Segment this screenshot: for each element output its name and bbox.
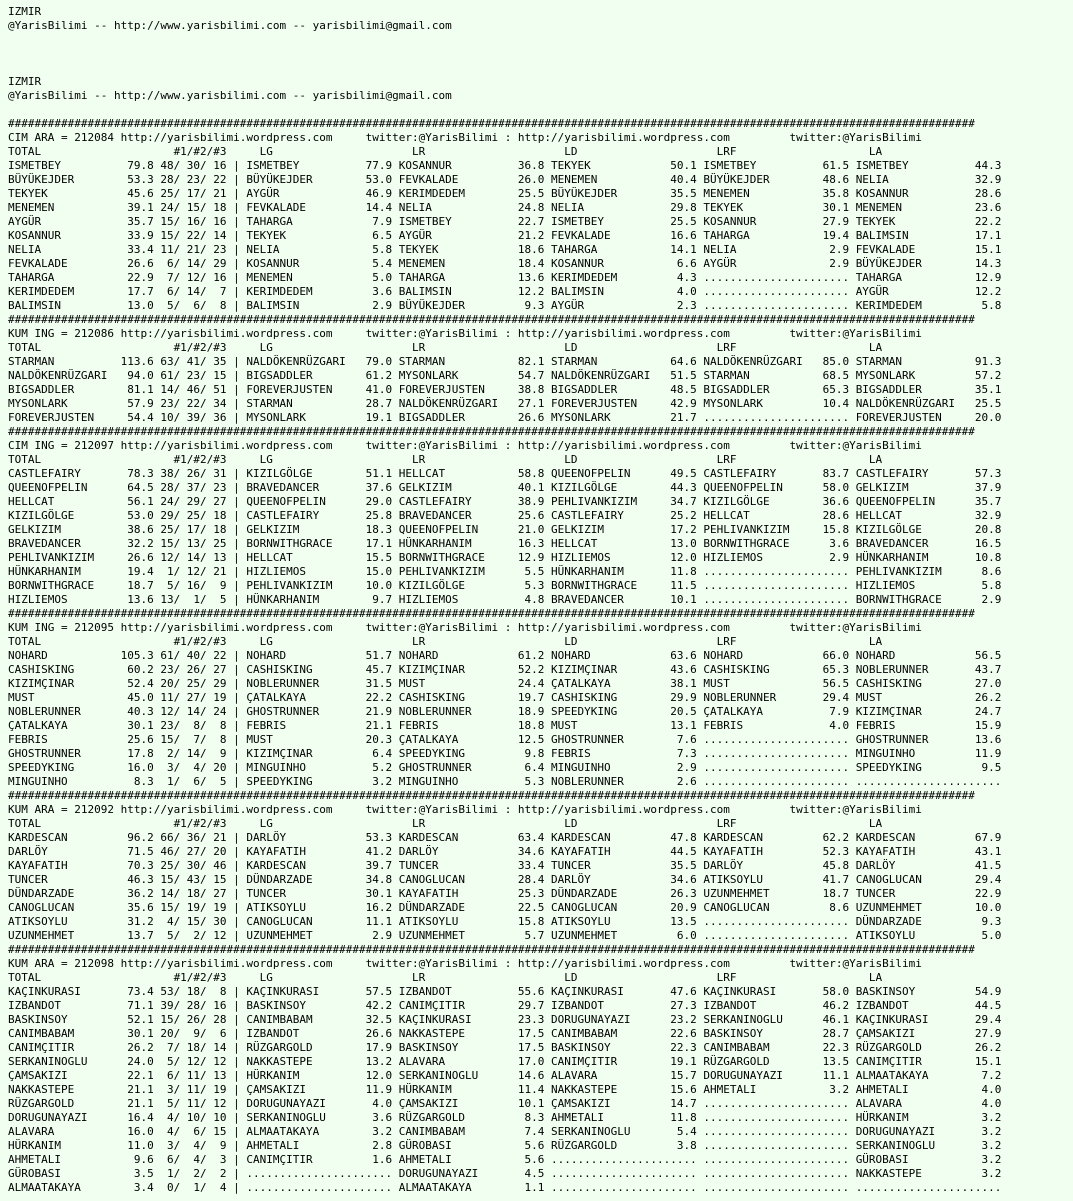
race-row: STARMAN 113.6 63/ 41/ 35 | NALDÖKENRÜZGARI 79.0 STARMAN 82.1 STARMAN 64.6 NALDÖKENRÜZGARI 85.0 STARMAN 91.3 — [8, 355, 1002, 368]
spacer — [8, 33, 1065, 75]
race-title-line-5: KUM ARA = 212092 http://yarisbilimi.wordpress.com twitter:@YarisBilimi : http://yarisbilimi.wordpress.com twitter:@YarisBilimi — [8, 803, 922, 816]
race-row: BIGSADDLER 81.1 14/ 46/ 51 | FOREVERJUSTEN 41.0 FOREVERJUSTEN 38.8 BIGSADDLER 48.5 BIGSADDLER 65.3 BIGSADDLER 35.1 — [8, 383, 1002, 396]
column-header-line: TOTAL #1/#2/#3 LG LR LD LRF LA — [8, 635, 883, 648]
race-title-line-6: KUM ARA = 212098 http://yarisbilimi.wordpress.com twitter:@YarisBilimi : http://yarisbilimi.wordpress.com twitter:@YarisBilimi — [8, 957, 922, 970]
column-header-line: TOTAL #1/#2/#3 LG LR LD LRF LA — [8, 145, 883, 158]
race-title-line-2: KUM ING = 212086 http://yarisbilimi.wordpress.com twitter:@YarisBilimi : http://yarisbilimi.wordpress.com twitter:@YarisBilimi — [8, 327, 922, 340]
race-title-line-1: CIM ARA = 212084 http://yarisbilimi.wordpress.com twitter:@YarisBilimi : http://yarisbilimi.wordpress.com twitter:@YarisBilimi — [8, 131, 922, 144]
race-row: BÜYÜKEJDER 53.3 28/ 23/ 22 | BÜYÜKEJDER 53.0 FEVKALADE 26.0 MENEMEN 40.4 BÜYÜKEJDER 48.6 NELIA 32.9 — [8, 173, 1002, 186]
column-header-line: TOTAL #1/#2/#3 LG LR LD LRF LA — [8, 817, 883, 830]
blank-line — [8, 103, 1065, 117]
race-row: KARDESCAN 96.2 66/ 36/ 21 | DARLÖY 53.3 KARDESCAN 63.4 KARDESCAN 47.8 KARDESCAN 62.2 KARDESCAN 67.9 — [8, 831, 1002, 844]
city-title: IZMIR — [8, 5, 42, 18]
race-row: HÜNKARHANIM 19.4 1/ 12/ 21 | HIZLIEMOS 15.0 PEHLIVANKIZIM 5.5 HÜNKARHANIM 11.8 ...................... PEHLIVANKIZIM 8.6 — [8, 565, 1002, 578]
header-block-2 — [8, 75, 1065, 103]
race-row: BASKINSOY 52.1 15/ 26/ 28 | CANIMBABAM 32.5 KAÇINKURASI 23.3 DORUGUNAYAZI 23.2 SERKANINOGLU 46.1 KAÇINKURASI 29.4 — [8, 1013, 1002, 1026]
race-row: IZBANDOT 71.1 39/ 28/ 16 | BASKINSOY 42.2 CANIMÇITIR 29.7 IZBANDOT 27.3 IZBANDOT 46.2 IZBANDOT 44.5 — [8, 999, 1002, 1012]
race-row: SERKANINOGLU 24.0 5/ 12/ 12 | NAKKASTEPE 13.2 ALAVARA 17.0 CANIMÇITIR 19.1 RÜZGARGOLD 13.5 CANIMÇITIR 15.1 — [8, 1055, 1002, 1068]
race-row: KAYAFATIH 70.3 25/ 30/ 46 | KARDESCAN 39.7 TUNCER 33.4 TUNCER 35.5 DARLÖY 45.8 DARLÖY 41.5 — [8, 859, 1002, 872]
race-row: HELLCAT 56.1 24/ 29/ 27 | QUEENOFPELIN 29.0 CASTLEFAIRY 38.9 PEHLIVANKIZIM 34.7 KIZILGÖLGE 36.6 QUEENOFPELIN 35.7 — [8, 495, 1002, 508]
race-row: MYSONLARK 57.9 23/ 22/ 34 | STARMAN 28.7 NALDÖKENRÜZGARI 27.1 FOREVERJUSTEN 42.9 MYSONLARK 10.4 NALDÖKENRÜZGARI 25.5 — [8, 397, 1002, 410]
race-row: NELIA 33.4 11/ 21/ 23 | NELIA 5.8 TEKYEK 18.6 TAHARGA 14.1 NELIA 2.9 FEVKALADE 15.1 — [8, 243, 1002, 256]
contact-line: @YarisBilimi -- http://www.yarisbilimi.com -- yarisbilimi@gmail.com — [8, 19, 452, 32]
race-row: FEVKALADE 26.6 6/ 14/ 29 | KOSANNUR 5.4 MENEMEN 18.4 KOSANNUR 6.6 AYGÜR 2.9 BÜYÜKEJDER 14.3 — [8, 257, 1002, 270]
race-row: FEBRIS 25.6 15/ 7/ 8 | MUST 20.3 ÇATALKAYA 12.5 GHOSTRUNNER 7.6 ...................... GHOSTRUNNER 13.6 — [8, 733, 1002, 746]
race-row: AHMETALI 9.6 6/ 4/ 3 | CANIMÇITIR 1.6 AHMETALI 5.6 ...................... ...................... GÜROBASI 3.2 — [8, 1153, 1002, 1166]
contact-line-repeat: @YarisBilimi -- http://www.yarisbilimi.com -- yarisbilimi@gmail.com — [8, 89, 452, 102]
race-row: MUST 45.0 11/ 27/ 19 | ÇATALKAYA 22.2 CASHISKING 19.7 CASHISKING 29.9 NOBLERUNNER 29.4 MUST 26.2 — [8, 691, 1002, 704]
race-row: ATIKSOYLU 31.2 4/ 15/ 30 | CANOGLUCAN 11.1 ATIKSOYLU 15.8 ATIKSOYLU 13.5 ...................... DÜNDARZADE 9.3 — [8, 915, 1002, 928]
race-row: MINGUINHO 8.3 1/ 6/ 5 | SPEEDYKING 3.2 MINGUINHO 5.3 NOBLERUNNER 2.6 ...................... ...................... — [8, 775, 1002, 788]
column-header-line: TOTAL #1/#2/#3 LG LR LD LRF LA — [8, 453, 883, 466]
race-row: QUEENOFPELIN 64.5 28/ 37/ 23 | BRAVEDANCER 37.6 GELKIZIM 40.1 KIZILGÖLGE 44.3 QUEENOFPELIN 58.0 GELKIZIM 37.9 — [8, 481, 1002, 494]
race-row: KIZILGÖLGE 53.0 29/ 25/ 18 | CASTLEFAIRY 25.8 BRAVEDANCER 25.6 CASTLEFAIRY 25.2 HELLCAT 28.6 HELLCAT 32.9 — [8, 509, 1002, 522]
race-row: CANIMÇITIR 26.2 7/ 18/ 14 | RÜZGARGOLD 17.9 BASKINSOY 17.5 BASKINSOY 22.3 CANIMBABAM 22.3 RÜZGARGOLD 26.2 — [8, 1041, 1002, 1054]
race-row: GHOSTRUNNER 17.8 2/ 14/ 9 | KIZIMÇINAR 6.4 SPEEDYKING 9.8 FEBRIS 7.3 ...................... MINGUINHO 11.9 — [8, 747, 1002, 760]
race-row: ÇAMSAKIZI 22.1 6/ 11/ 13 | HÜRKANIM 12.0 SERKANINOGLU 14.6 ALAVARA 15.7 DORUGUNAYAZI 11.1 ALMAATAKAYA 7.2 — [8, 1069, 1002, 1082]
race-row: BALIMSIN 13.0 5/ 6/ 8 | BALIMSIN 2.9 BÜYÜKEJDER 9.3 AYGÜR 2.3 ...................... KERIMDEDEM 5.8 — [8, 299, 1002, 312]
race-row: PEHLIVANKIZIM 26.6 12/ 14/ 13 | HELLCAT 15.5 BORNWITHGRACE 12.9 HIZLIEMOS 12.0 HIZLIEMOS 2.9 HÜNKARHANIM 10.8 — [8, 551, 1002, 564]
race-row: DÜNDARZADE 36.2 14/ 18/ 27 | TUNCER 30.1 KAYAFATIH 25.3 DÜNDARZADE 26.3 UZUNMEHMET 18.7 TUNCER 22.9 — [8, 887, 1002, 900]
race-row: SPEEDYKING 16.0 3/ 4/ 20 | MINGUINHO 5.2 GHOSTRUNNER 6.4 MINGUINHO 2.9 ...................... SPEEDYKING 9.5 — [8, 761, 1002, 774]
city-title-repeat: IZMIR — [8, 75, 42, 88]
race-row: AYGÜR 35.7 15/ 16/ 16 | TAHARGA 7.9 ISMETBEY 22.7 ISMETBEY 25.5 KOSANNUR 27.9 TEKYEK 22.2 — [8, 215, 1002, 228]
separator-line: ################################################################################################################################################## — [8, 313, 975, 326]
race-row: HIZLIEMOS 13.6 13/ 1/ 5 | HÜNKARHANIM 9.7 HIZLIEMOS 4.8 BRAVEDANCER 10.1 ...................... BORNWITHGRACE 2.9 — [8, 593, 1002, 606]
race-row: ALAVARA 16.0 4/ 6/ 15 | ALMAATAKAYA 3.2 CANIMBABAM 7.4 SERKANINOGLU 5.4 ...................... DORUGUNAYAZI 3.2 — [8, 1125, 1002, 1138]
race-row: NAKKASTEPE 21.1 3/ 11/ 19 | ÇAMSAKIZI 11.9 HÜRKANIM 11.4 NAKKASTEPE 15.6 AHMETALI 3.2 AHMETALI 4.0 — [8, 1083, 1002, 1096]
race-title-line-3: CIM ING = 212097 http://yarisbilimi.wordpress.com twitter:@YarisBilimi : http://yarisbilimi.wordpress.com twitter:@YarisBilimi — [8, 439, 922, 452]
race-row: BRAVEDANCER 32.2 15/ 13/ 25 | BORNWITHGRACE 17.1 HÜNKARHANIM 16.3 HELLCAT 13.0 BORNWITHGRACE 3.6 BRAVEDANCER 16.5 — [8, 537, 1002, 550]
race-row: KOSANNUR 33.9 15/ 22/ 14 | TEKYEK 6.5 AYGÜR 21.2 FEVKALADE 16.6 TAHARGA 19.4 BALIMSIN 17.1 — [8, 229, 1002, 242]
header-block-1 — [8, 5, 1065, 33]
race-row: TAHARGA 22.9 7/ 12/ 16 | MENEMEN 5.0 TAHARGA 13.6 KERIMDEDEM 4.3 ...................... TAHARGA 12.9 — [8, 271, 1002, 284]
race-row: ALMAATAKAYA 3.4 0/ 1/ 4 | ...................... ALMAATAKAYA 1.1 ...................... ...................... ...................... — [8, 1181, 1002, 1194]
race-row: NOBLERUNNER 40.3 12/ 14/ 24 | GHOSTRUNNER 21.9 NOBLERUNNER 18.9 SPEEDYKING 20.5 ÇATALKAYA 7.9 KIZIMÇINAR 24.7 — [8, 705, 1002, 718]
race-row: UZUNMEHMET 13.7 5/ 2/ 12 | UZUNMEHMET 2.9 UZUNMEHMET 5.7 UZUNMEHMET 6.0 ...................... ATIKSOYLU 5.0 — [8, 929, 1002, 942]
race-row: RÜZGARGOLD 21.1 5/ 11/ 12 | DORUGUNAYAZI 4.0 ÇAMSAKIZI 10.1 ÇAMSAKIZI 14.7 ...................... ALAVARA 4.0 — [8, 1097, 1002, 1110]
column-header-line: TOTAL #1/#2/#3 LG LR LD LRF LA — [8, 341, 883, 354]
race-row: CANIMBABAM 30.1 20/ 9/ 6 | IZBANDOT 26.6 NAKKASTEPE 17.5 CANIMBABAM 22.6 BASKINSOY 28.7 ÇAMSAKIZI 27.9 — [8, 1027, 1002, 1040]
separator-line: ################################################################################################################################################## — [8, 943, 975, 956]
separator-line: ################################################################################################################################################## — [8, 607, 975, 620]
race-title-line-4: KUM ING = 212095 http://yarisbilimi.wordpress.com twitter:@YarisBilimi : http://yarisbilimi.wordpress.com twitter:@YarisBilimi — [8, 621, 922, 634]
race-row: MENEMEN 39.1 24/ 15/ 18 | FEVKALADE 14.4 NELIA 24.8 NELIA 29.8 TEKYEK 30.1 MENEMEN 23.6 — [8, 201, 1002, 214]
race-row: NOHARD 105.3 61/ 40/ 22 | NOHARD 51.7 NOHARD 61.2 NOHARD 63.6 NOHARD 66.0 NOHARD 56.5 — [8, 649, 1002, 662]
race-row: DORUGUNAYAZI 16.4 4/ 10/ 10 | SERKANINOGLU 3.6 RÜZGARGOLD 8.3 AHMETALI 11.8 ...................... HÜRKANIM 3.2 — [8, 1111, 1002, 1124]
race-row: GELKIZIM 38.6 25/ 17/ 18 | GELKIZIM 18.3 QUEENOFPELIN 21.0 GELKIZIM 17.2 PEHLIVANKIZIM 15.8 KIZILGÖLGE 20.8 — [8, 523, 1002, 536]
column-header-line: TOTAL #1/#2/#3 LG LR LD LRF LA — [8, 971, 883, 984]
race-row: GÜROBASI 3.5 1/ 2/ 2 | ...................... DORUGUNAYAZI 4.5 ...................... ...................... NAKKASTEPE 3.2 — [8, 1167, 1002, 1180]
race-row: FOREVERJUSTEN 54.4 10/ 39/ 36 | MYSONLARK 19.1 BIGSADDLER 26.6 MYSONLARK 21.7 ...................... FOREVERJUSTEN 20.0 — [8, 411, 1002, 424]
race-tables — [8, 117, 1065, 1195]
separator-line: ################################################################################################################################################## — [8, 117, 975, 130]
separator-line: ################################################################################################################################################## — [8, 425, 975, 438]
race-row: HÜRKANIM 11.0 3/ 4/ 9 | AHMETALI 2.8 GÜROBASI 5.6 RÜZGARGOLD 3.8 ...................... SERKANINOGLU 3.2 — [8, 1139, 1002, 1152]
race-row: CANOGLUCAN 35.6 15/ 19/ 19 | ATIKSOYLU 16.2 DÜNDARZADE 22.5 CANOGLUCAN 20.9 CANOGLUCAN 8.6 UZUNMEHMET 10.0 — [8, 901, 1002, 914]
race-row: CASHISKING 60.2 23/ 26/ 27 | CASHISKING 45.7 KIZIMÇINAR 52.2 KIZIMÇINAR 43.6 CASHISKING 65.3 NOBLERUNNER 43.7 — [8, 663, 1002, 676]
race-row: TEKYEK 45.6 25/ 17/ 21 | AYGÜR 46.9 KERIMDEDEM 25.5 BÜYÜKEJDER 35.5 MENEMEN 35.8 KOSANNUR 28.6 — [8, 187, 1002, 200]
separator-line: ################################################################################################################################################## — [8, 789, 975, 802]
race-row: NALDÖKENRÜZGARI 94.0 61/ 23/ 15 | BIGSADDLER 61.2 MYSONLARK 54.7 NALDÖKENRÜZGARI 51.5 STARMAN 68.5 MYSONLARK 57.2 — [8, 369, 1002, 382]
race-row: DARLÖY 71.5 46/ 27/ 20 | KAYAFATIH 41.2 DARLÖY 34.6 KAYAFATIH 44.5 KAYAFATIH 52.3 KAYAFATIH 43.1 — [8, 845, 1002, 858]
race-row: KIZIMÇINAR 52.4 20/ 25/ 29 | NOBLERUNNER 31.5 MUST 24.4 ÇATALKAYA 38.1 MUST 56.5 CASHISKING 27.0 — [8, 677, 1002, 690]
race-row: ISMETBEY 79.8 48/ 30/ 16 | ISMETBEY 77.9 KOSANNUR 36.8 TEKYEK 50.1 ISMETBEY 61.5 ISMETBEY 44.3 — [8, 159, 1002, 172]
race-row: CASTLEFAIRY 78.3 38/ 26/ 31 | KIZILGÖLGE 51.1 HELLCAT 58.8 QUEENOFPELIN 49.5 CASTLEFAIRY 83.7 CASTLEFAIRY 57.3 — [8, 467, 1002, 480]
race-row: KERIMDEDEM 17.7 6/ 14/ 7 | KERIMDEDEM 3.6 BALIMSIN 12.2 BALIMSIN 4.0 ...................... AYGÜR 12.2 — [8, 285, 1002, 298]
race-row: ÇATALKAYA 30.1 23/ 8/ 8 | FEBRIS 21.1 FEBRIS 18.8 MUST 13.1 FEBRIS 4.0 FEBRIS 15.9 — [8, 719, 1002, 732]
race-row: KAÇINKURASI 73.4 53/ 18/ 8 | KAÇINKURASI 57.5 IZBANDOT 55.6 KAÇINKURASI 47.6 KAÇINKURASI 58.0 BASKINSOY 54.9 — [8, 985, 1002, 998]
race-row: BORNWITHGRACE 18.7 5/ 16/ 9 | PEHLIVANKIZIM 10.0 KIZILGÖLGE 5.3 BORNWITHGRACE 11.5 ...................... HIZLIEMOS 5.8 — [8, 579, 1002, 592]
race-row: TUNCER 46.3 15/ 43/ 15 | DÜNDARZADE 34.8 CANOGLUCAN 28.4 DARLÖY 34.6 ATIKSOYLU 41.7 CANOGLUCAN 29.4 — [8, 873, 1002, 886]
